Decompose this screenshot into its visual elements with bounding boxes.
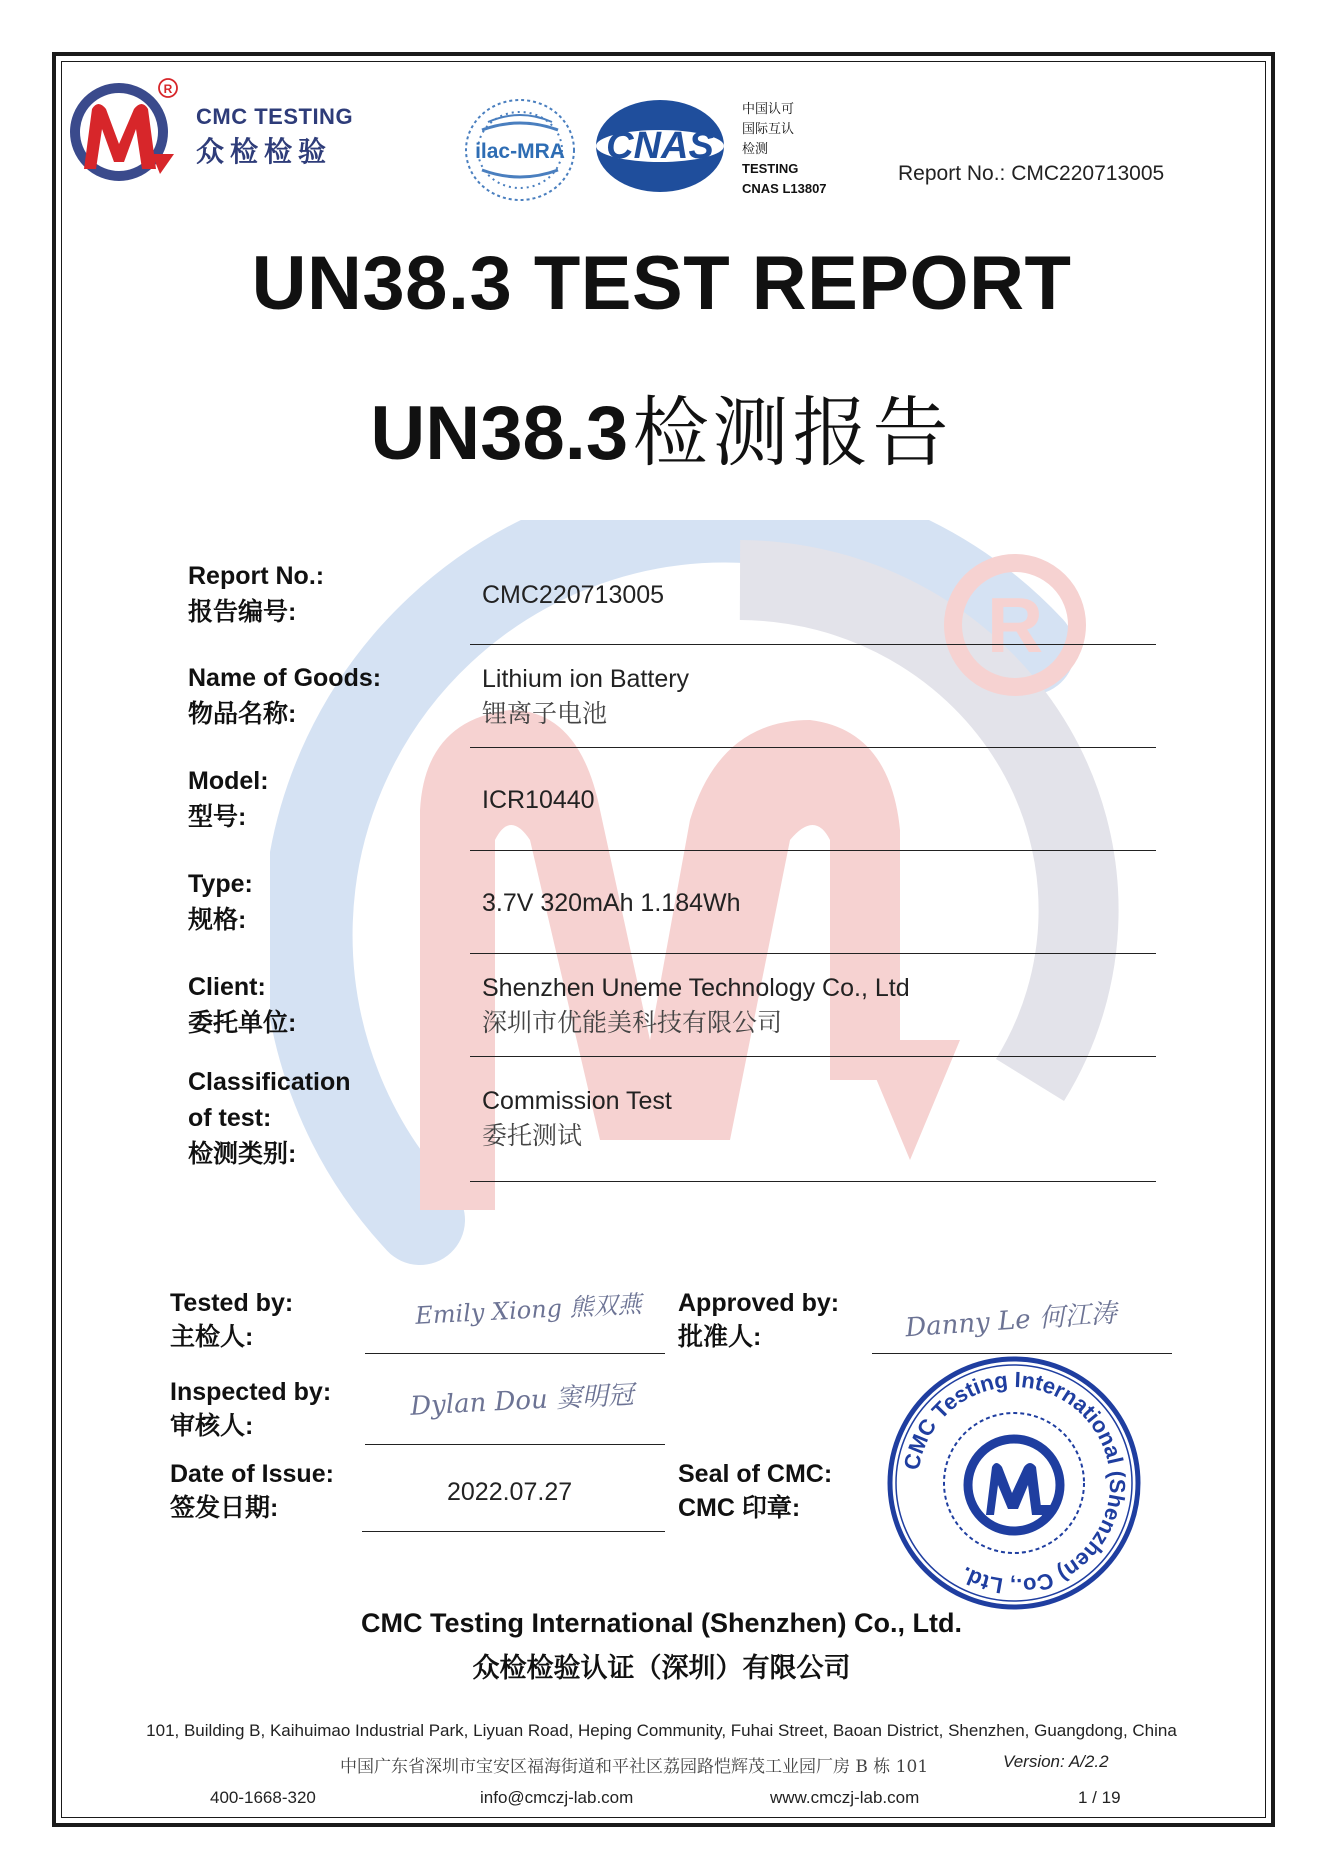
tested-by-label-cn: 主检人: [170,1323,254,1351]
inspected-by-signature: Dylan Dou 窦明冠 [409,1380,635,1422]
inspected-by-underline [365,1444,665,1445]
title-chinese [0,372,1323,481]
company-name-cn: 众检检验认证（深圳）有限公司 [472,1653,851,1684]
field-label-en-line2: of test: [188,1104,272,1132]
field-underline [470,747,1156,748]
approved-by-signature: Danny Le 何江涛 [904,1298,1118,1344]
title-english: UN38.3 TEST REPORT [251,241,1072,326]
watermark-registered-letter: R [986,581,1044,669]
field-value-client: Shenzhen Uneme Technology Co., Ltd [482,974,910,1002]
field-label-en: Client: [188,973,266,1001]
cnas-logo [590,96,730,196]
footer-address-en: 101, Building B, Kaihuimao Industrial Park, Liyuan Road, Heping Community, Fuhai Street, Baoan District, Shenzhen, Guangdong, China [146,1721,1177,1740]
cnas-cn-line-3: 检测 [742,141,769,156]
cnas-cn-line-2: 国际互认 [742,121,795,136]
tested-by-signature: Emily Xiong 熊双燕 [414,1290,643,1330]
cnas-accreditation-number: CNAS L13807 [742,181,827,196]
title-chinese-suffix: 检测报告 [632,388,953,477]
inspected-by-label: Inspected by: [170,1378,332,1406]
field-underline [470,953,1156,954]
seal-label-cn: CMC 印章: [678,1494,801,1522]
footer-phone: 400-1668-320 [210,1788,316,1807]
footer-website[interactable]: www.cmczj-lab.com [770,1788,920,1807]
field-underline [470,850,1156,851]
footer-version: Version: A/2.2 [1003,1752,1109,1771]
field-label-cn: 检测类别: [188,1140,297,1168]
company-seal [886,1355,1142,1611]
field-label-en: Report No.: [188,562,325,590]
approved-by-underline [872,1353,1172,1354]
field-value-type: 3.7V 320mAh 1.184Wh [482,889,741,917]
ilac-mra-logo [462,96,578,204]
field-value-classification: Commission Test [482,1087,672,1115]
field-label-cn: 规格: [188,906,247,934]
date-of-issue-underline [362,1531,665,1532]
header-report-number-value: CMC220713005 [1011,162,1165,185]
tested-by-label: Tested by: [170,1289,294,1317]
title-chinese-prefix: UN38.3 [370,391,629,476]
company-name-en: CMC Testing International (Shenzhen) Co., Ltd. [361,1608,962,1638]
brand-name-en: CMC TESTING [196,104,354,129]
date-of-issue-label: Date of Issue: [170,1460,334,1488]
field-underline [470,644,1156,645]
seal-ring-text: CMC Testing International (Shenzhen) Co., Ltd. [898,1366,1131,1600]
field-value-client-cn: 深圳市优能美科技有限公司 [482,1008,783,1037]
field-label-cn: 报告编号: [188,598,297,626]
field-label-cn: 物品名称: [188,700,297,728]
field-underline [470,1181,1156,1182]
approved-by-label-cn: 批准人: [678,1323,762,1351]
inspected-by-label-cn: 审核人: [170,1412,254,1440]
field-label-en: Name of Goods: [188,664,382,692]
field-value-goods-name: Lithium ion Battery [482,665,690,693]
watermark-m-wing [860,1040,960,1160]
cnas-cn-line-1: 中国认可 [742,101,795,116]
date-of-issue-label-cn: 签发日期: [170,1494,279,1522]
footer-address-cn: 中国广东省深圳市宝安区福海街道和平社区荔园路恺辉茂工业园厂房 B 栋 101 [340,1757,929,1777]
cmc-logo-icon [64,74,184,184]
footer-email[interactable]: info@cmczj-lab.com [480,1788,634,1807]
footer-page-number: 1 / 19 [1078,1788,1121,1807]
cnas-logo-text: CNAS [606,125,714,167]
header-report-number-label: Report No.: [898,162,1006,185]
field-label-en: Model: [188,767,269,795]
svg-text:R: R [163,82,173,96]
cnas-testing-label: TESTING [742,161,799,176]
field-label-cn: 委托单位: [188,1009,297,1037]
field-underline [470,1056,1156,1057]
date-of-issue-value: 2022.07.27 [447,1478,573,1506]
approved-by-label: Approved by: [678,1289,840,1317]
seal-label: Seal of CMC: [678,1460,833,1488]
ilac-mra-text: ilac-MRA [475,140,565,163]
field-label-cn: 型号: [188,803,247,831]
field-value-goods-name-cn: 锂离子电池 [482,699,608,728]
field-value-classification-cn: 委托测试 [482,1121,583,1150]
tested-by-underline [365,1353,665,1354]
field-label-en: Classification [188,1068,351,1096]
brand-name-cn: 众检检验 [196,135,333,168]
field-value-model: ICR10440 [482,786,595,814]
header-report-number [898,162,1164,186]
field-value-report-number: CMC220713005 [482,581,665,609]
field-label-en: Type: [188,870,253,898]
